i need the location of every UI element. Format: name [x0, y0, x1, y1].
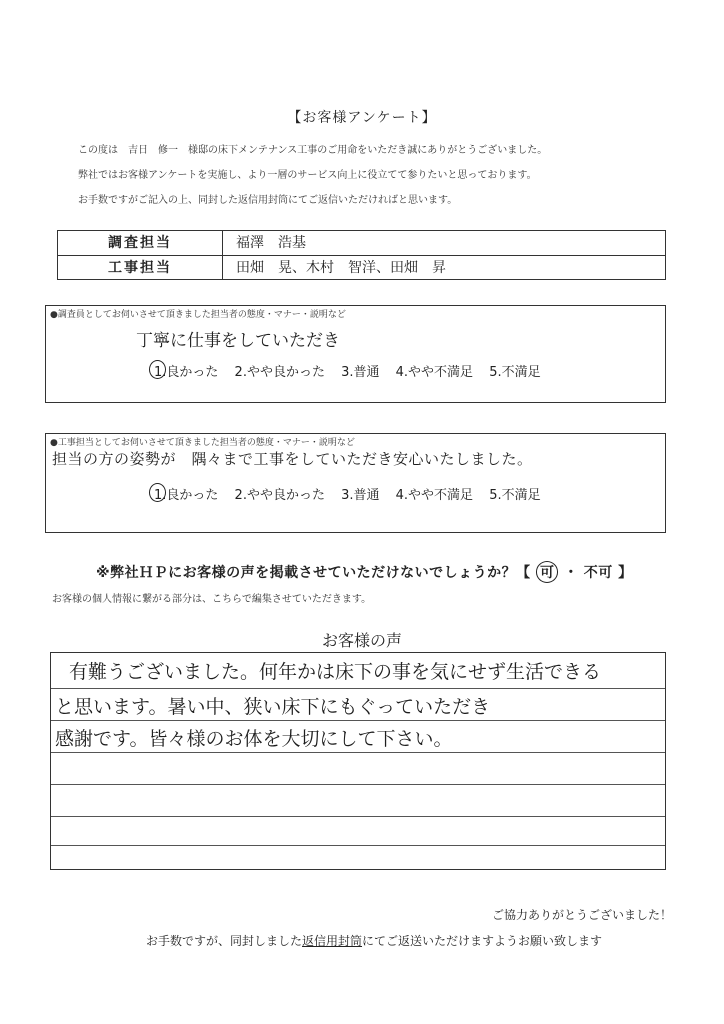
voice-ruled-line — [51, 720, 665, 721]
question-2-options — [154, 484, 553, 503]
voice-ruled-line — [51, 784, 665, 785]
voice-ruled-line — [51, 688, 665, 689]
question-2-box — [45, 433, 666, 533]
q2-option-1[interactable]: 1.良かった — [154, 488, 219, 503]
intro-line-2: 弊社ではお客様アンケートを実施し、より一層のサービス向上に役立てて参りたいと思っております。 — [78, 170, 537, 181]
voice-line-2: と思います。暑い中、狭い床下にもぐっていただき — [55, 696, 491, 718]
q1-option-4[interactable]: 4.やや不満足 — [395, 365, 474, 380]
voice-section-title: お客様の声 — [321, 631, 402, 650]
voice-ruled-line — [51, 845, 665, 846]
voice-ruled-line — [51, 752, 665, 753]
q1-option-5[interactable]: 5.不満足 — [489, 365, 541, 380]
question-1-handwritten: 丁寧に仕事をしていただき — [136, 331, 340, 351]
hp-option-yes[interactable]: 可 — [536, 561, 559, 583]
q2-option-2[interactable]: 2.やや良かった — [234, 488, 325, 503]
hp-question-close: 】 — [618, 565, 633, 581]
staff-table — [57, 230, 666, 280]
q1-option-1[interactable]: 1.良かった — [154, 365, 219, 380]
survey-title: 【お客様アンケート】 — [287, 110, 437, 126]
return-envelope-note — [146, 932, 602, 949]
privacy-note: お客様の個人情報に繋がる部分は、こちらで編集させていただきます。 — [52, 594, 372, 605]
return-note-pre: お手数ですが、同封しました — [146, 934, 303, 948]
question-1-label: ●調査員としてお伺いさせて頂きました担当者の態度・マナー・説明など — [50, 310, 346, 320]
question-2-handwritten: 担当の方の姿勢が 隅々まで工事をしていただき安心いたしました。 — [52, 450, 533, 468]
question-1-box — [45, 305, 666, 403]
staff-label-construction: 工事担当 — [58, 256, 223, 280]
return-note-post: にてご返送いただけますようお願い致します — [362, 934, 603, 948]
staff-row-survey — [58, 231, 665, 255]
q1-option-3[interactable]: 3.普通 — [341, 365, 380, 380]
intro-line-1: この度は 吉日 修一 様邸の床下メンテナンス工事のご用命をいただき誠にありがとうございました。 — [78, 145, 548, 156]
q1-option-2[interactable]: 2.やや良かった — [234, 365, 325, 380]
hp-question-text: ※弊社ＨＰにお客様の声を掲載させていただけないでしょうか？【 — [96, 565, 531, 581]
voice-line-3: 感謝です。皆々様のお体を大切にして下さい。 — [55, 728, 453, 750]
q2-option-4[interactable]: 4.やや不満足 — [395, 488, 474, 503]
hp-option-separator: ・ — [563, 565, 579, 581]
question-1-options — [154, 361, 553, 380]
thanks-message: ご協力ありがとうございました！ — [491, 908, 672, 922]
voice-box — [50, 652, 666, 870]
hp-option-no[interactable]: 不可 — [583, 565, 613, 581]
q2-option-5[interactable]: 5.不満足 — [489, 488, 541, 503]
voice-line-1: 有難うございました。何年かは床下の事を気にせず生活できる — [69, 661, 602, 683]
staff-value-survey: 福澤 浩基 — [236, 235, 306, 251]
voice-ruled-line — [51, 816, 665, 817]
question-2-label: ●工事担当としてお伺いさせて頂きました担当者の態度・マナー・説明など — [50, 438, 355, 448]
q2-option-3[interactable]: 3.普通 — [341, 488, 380, 503]
return-envelope-underlined: 返信用封筒 — [302, 934, 363, 948]
hp-permission-question — [96, 561, 633, 583]
staff-value-construction: 田畑 晃、木村 智洋、田畑 昇 — [236, 260, 446, 276]
staff-row-construction — [58, 255, 665, 280]
intro-line-3: お手数ですがご記入の上、同封した返信用封筒にてご返信いただければと思います。 — [78, 195, 458, 206]
staff-label-survey: 調査担当 — [58, 231, 223, 255]
